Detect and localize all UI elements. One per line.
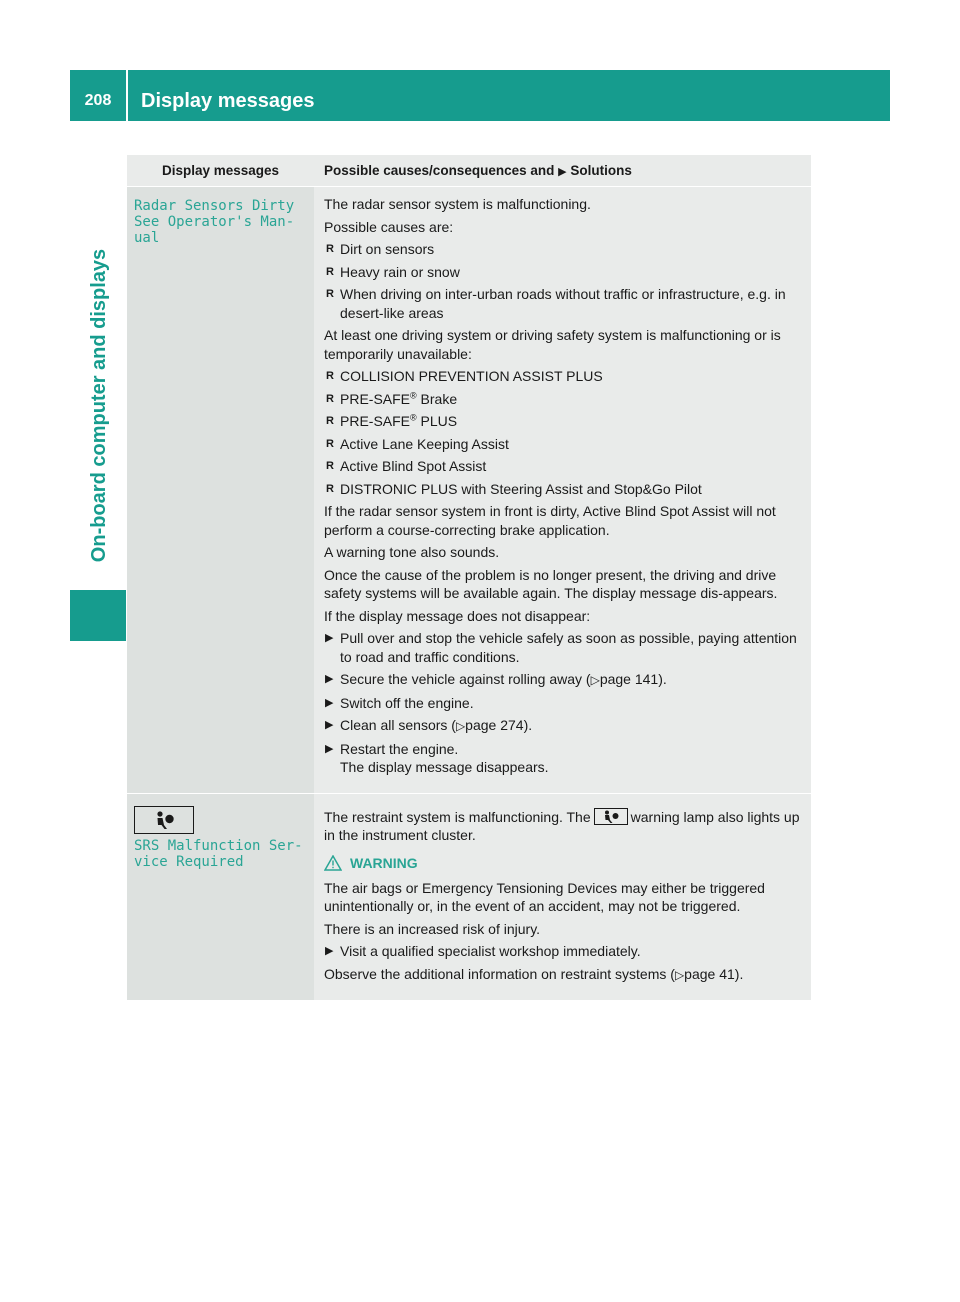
list-item <box>324 457 803 476</box>
warning-heading <box>324 855 803 871</box>
step-text: Pull over and stop the vehicle safely as soon as possible, paying attention to road and traffic conditions. <box>340 630 797 665</box>
list-item <box>324 390 803 409</box>
page-ref-link[interactable]: page 274 <box>465 717 524 733</box>
side-tab-block <box>70 590 126 641</box>
side-tab <box>85 225 115 585</box>
step-arrow-icon: ▶ <box>325 632 334 644</box>
paragraph-text: warning lamp also lights up in the instrument cluster. <box>324 808 800 843</box>
bullet-icon: R <box>326 415 334 427</box>
col-header-messages: Display messages <box>161 163 280 178</box>
list-item-text: Active Lane Keeping Assist <box>340 435 509 452</box>
paragraph-text: The restraint system is malfunctioning. The <box>324 808 591 825</box>
paragraph <box>324 965 803 985</box>
bullet-icon: R <box>326 243 334 255</box>
registered-mark: ® <box>410 412 417 423</box>
list-item-text: Active Blind Spot Assist <box>340 458 487 474</box>
display-message-line: SRS Malfunction Ser‑ <box>134 837 303 854</box>
display-message-line: Radar Sensors Dirty <box>134 198 295 214</box>
step-result: The display message disappears. <box>340 759 549 775</box>
table-header <box>127 155 811 187</box>
bullet-icon: R <box>326 370 334 382</box>
step-item <box>324 740 803 777</box>
page-title: Display messages <box>141 90 315 112</box>
display-messages-table <box>127 155 811 1001</box>
paragraph: At least one driving system or driving safety system is malfunctioning or is temporarily unavailable: <box>324 327 781 362</box>
step-item <box>324 716 803 736</box>
list-item-text: Dirt on sensors <box>340 241 435 257</box>
step-arrow-icon: ▶ <box>325 719 334 731</box>
message-cell <box>127 187 314 793</box>
display-message-line: vice Required <box>134 853 244 870</box>
page-ref-link[interactable]: page 41 <box>684 965 735 982</box>
header-divider <box>126 70 128 121</box>
list-item-text: When driving on inter-urban roads without traffic or infrastructure, e.g. in desert-like areas <box>340 286 786 321</box>
paragraph <box>324 808 803 845</box>
col-header-solutions-text: Solutions <box>570 163 632 178</box>
step-text: ). <box>658 671 667 687</box>
page-ref-link[interactable]: page 141 <box>599 671 659 687</box>
list-item-text: PRE-SAFE <box>340 390 411 407</box>
list-item-text: Heavy rain or snow <box>340 263 460 280</box>
bullet-icon: R <box>326 482 334 495</box>
airbag-warning-icon <box>134 806 194 834</box>
list-item <box>324 480 803 499</box>
page-ref-icon: ▷ <box>455 719 466 733</box>
list-item <box>324 435 803 454</box>
paragraph: If the display message does not disappear: <box>324 607 591 624</box>
bullet-icon: R <box>326 265 334 278</box>
display-message-line: See Operator's Man‑ <box>134 214 295 230</box>
paragraph: Once the cause of the problem is no longer present, the driving and drive safety systems will be available again. The display message dis-appears. <box>324 566 778 601</box>
list-item-text: PRE-SAFE <box>340 413 411 429</box>
warning-label: WARNING <box>350 854 418 871</box>
list-item <box>324 263 803 282</box>
table-row <box>127 794 811 1002</box>
list-item-text: DISTRONIC PLUS with Steering Assist and Stop&Go Pilot <box>340 480 702 497</box>
side-tab-label: On-board computer and displays <box>88 248 111 562</box>
step-item <box>324 694 803 713</box>
list-item-text: PLUS <box>416 413 458 429</box>
paragraph: The air bags or Emergency Tensioning Devices may either be triggered unintentionally or, in the event of an accident, may not be triggered. <box>324 879 765 914</box>
step-text: Secure the vehicle against rolling away ( <box>340 671 591 687</box>
paragraph: A warning tone also sounds. <box>324 544 500 560</box>
step-item <box>324 942 803 961</box>
col-header-causes-text: Possible causes/consequences and <box>324 163 555 178</box>
step-item <box>324 670 803 690</box>
step-text: Clean all sensors ( <box>340 717 456 733</box>
bullet-icon: R <box>326 460 334 472</box>
list-item-text: COLLISION PREVENTION ASSIST PLUS <box>340 368 603 384</box>
page-ref-icon: ▷ <box>590 673 600 687</box>
airbag-warning-icon <box>594 808 628 825</box>
paragraph: If the radar sensor system in front is dirty, Active Blind Spot Assist will not perform a course-correcting brake application. <box>324 503 776 538</box>
col-header-causes <box>314 155 811 186</box>
page-number: 208 <box>84 92 112 109</box>
paragraph-text: ). <box>734 965 744 982</box>
registered-mark: ® <box>410 389 417 400</box>
step-arrow-icon: ▶ <box>325 742 334 755</box>
step-arrow-icon: ▶ <box>325 696 334 709</box>
page-ref-icon: ▷ <box>674 967 685 982</box>
paragraph: Possible causes are: <box>324 218 454 235</box>
step-text: Switch off the engine. <box>340 694 474 711</box>
step-arrow-icon: ▶ <box>558 166 567 178</box>
step-text: ). <box>523 717 533 733</box>
bullet-icon: R <box>326 288 334 300</box>
warning-triangle-icon <box>324 855 342 871</box>
step-item <box>324 629 803 666</box>
step-arrow-icon: ▶ <box>325 673 334 685</box>
list-item <box>324 412 803 431</box>
display-message-line: ual <box>134 230 160 246</box>
paragraph-text: Observe the additional information on restraint systems ( <box>324 965 675 982</box>
paragraph: There is an increased risk of injury. <box>324 920 541 937</box>
paragraph: The radar sensor system is malfunctioning. <box>324 196 591 212</box>
table-row <box>127 187 811 794</box>
bullet-icon: R <box>326 392 334 405</box>
step-text: Visit a qualified specialist workshop immediately. <box>340 943 641 959</box>
list-item <box>324 240 803 259</box>
causes-cell <box>314 187 811 793</box>
step-arrow-icon: ▶ <box>325 945 334 957</box>
list-item <box>324 285 803 322</box>
step-text: Restart the engine. <box>340 740 459 757</box>
message-cell <box>127 794 314 1001</box>
bullet-icon: R <box>326 437 334 450</box>
causes-cell <box>314 794 811 1001</box>
list-item <box>324 367 803 386</box>
list-item-text: Brake <box>416 390 458 407</box>
